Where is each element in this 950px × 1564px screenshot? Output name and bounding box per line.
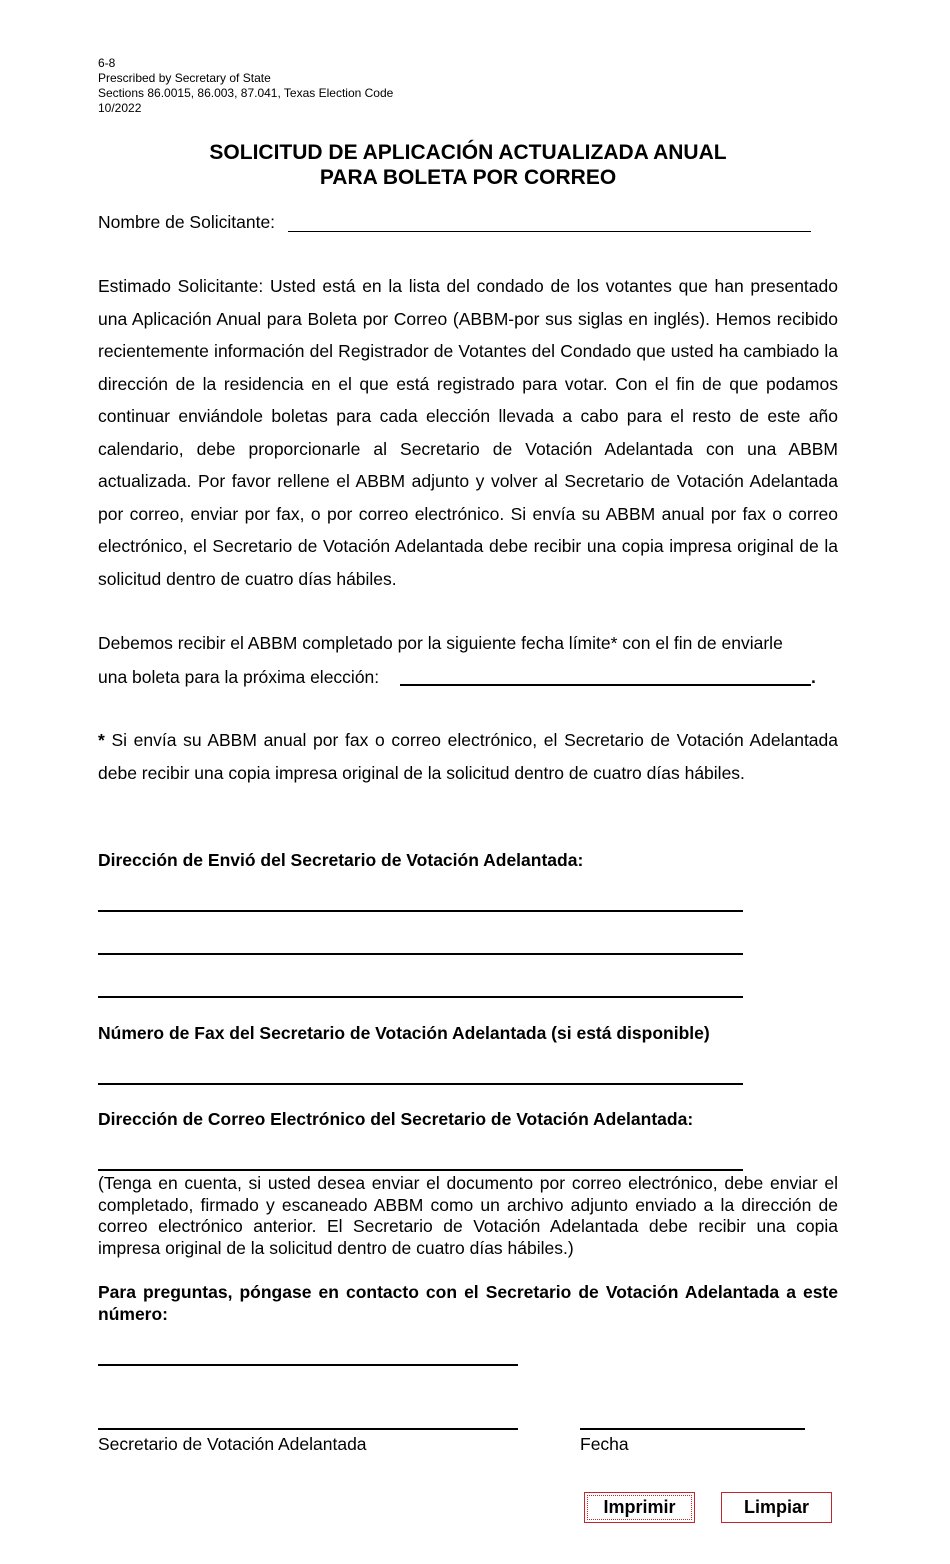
mailing-address-line-2[interactable] [98,953,743,955]
applicant-name-field[interactable] [288,231,811,232]
applicant-name-label: Nombre de Solicitante: [98,212,276,232]
mailing-address-label: Dirección de Envió del Secretario de Votación Adelantada: [98,850,584,870]
footnote [98,724,838,789]
email-address-label: Dirección de Correo Electrónico del Secretario de Votación Adelantada: [98,1109,694,1129]
email-note: (Tenga en cuenta, si usted desea enviar el documento por correo electrónico, debe enviar el completado, firmado y escaneado ABBM como un archivo adjunto enviado a la dirección de correo electrónico anterior. El Secretario de Votación Adelantada debe recibir una copia impresa original de la solicitud dentro de cuatro días hábiles.) [98,1173,838,1258]
footnote-star: * [98,730,105,750]
prescribed-by: Prescribed by Secretary of State [98,71,271,85]
page-title-line2: PARA BOLETA POR CORREO [319,166,617,189]
page-title-line1: SOLICITUD DE APLICACIÓN ACTUALIZADA ANUAL [209,141,727,164]
clerk-signature-label: Secretario de Votación Adelantada [98,1434,367,1454]
contact-label: Para preguntas, póngase en contacto con el Secretario de Votación Adelantada a este número: [98,1282,838,1324]
deadline-period: . [811,667,816,687]
election-code-sections: Sections 86.0015, 86.003, 87.041, Texas Election Code [98,86,394,100]
clear-button-label: Limpiar [743,1497,809,1517]
date-label: Fecha [580,1434,629,1454]
deadline-date-field[interactable] [400,684,811,686]
mailing-address-line-3[interactable] [98,996,743,998]
contact-phone-field[interactable] [98,1364,518,1366]
form-number: 6-8 [98,56,116,70]
deadline-sentence-line1: Debemos recibir el ABBM completado por la siguiente fecha límite* con el fin de enviarle [98,633,783,653]
email-address-field[interactable] [98,1169,743,1171]
fax-number-label: Número de Fax del Secretario de Votación Adelantada (si está disponible) [98,1023,710,1043]
clerk-signature-field[interactable] [98,1428,518,1430]
revision-date: 10/2022 [98,101,142,115]
fax-number-field[interactable] [98,1083,743,1085]
print-button[interactable] [584,1492,695,1523]
clear-button[interactable] [721,1492,832,1523]
letter-paragraph: Estimado Solicitante: Usted está en la lista del condado de los votantes que han presentado una Aplicación Anual para Boleta por Correo (ABBM-por sus siglas en inglés). Hemos recibido recientemente información del Registrador de Votantes del Condado que usted ha cambiado la dirección de la residencia en el que está registrado para votar. Con el fin de que podamos continuar enviándole boletas para cada elección llevada a cabo para el resto de este año calendario, debe proporcionarle al Secretario de Votación Adelantada con una ABBM actualizada. Por favor rellene el ABBM adjunto y volver al Secretario de Votación Adelantada por correo, enviar por fax, o por correo electrónico. Si envía su ABBM anual por fax o correo electrónico, el Secretario de Votación Adelantada debe recibir una copia impresa original de la solicitud dentro de cuatro días hábiles. [98,276,838,589]
date-field[interactable] [580,1428,805,1430]
deadline-sentence-line2: una boleta para la próxima elección: [98,667,380,687]
footnote-text: Si envía su ABBM anual por fax o correo electrónico, el Secretario de Votación Adelantada debe recibir una copia impresa original de la solicitud dentro de cuatro días hábiles. [98,730,838,783]
mailing-address-line-1[interactable] [98,910,743,912]
print-button-label: Imprimir [603,1497,676,1517]
